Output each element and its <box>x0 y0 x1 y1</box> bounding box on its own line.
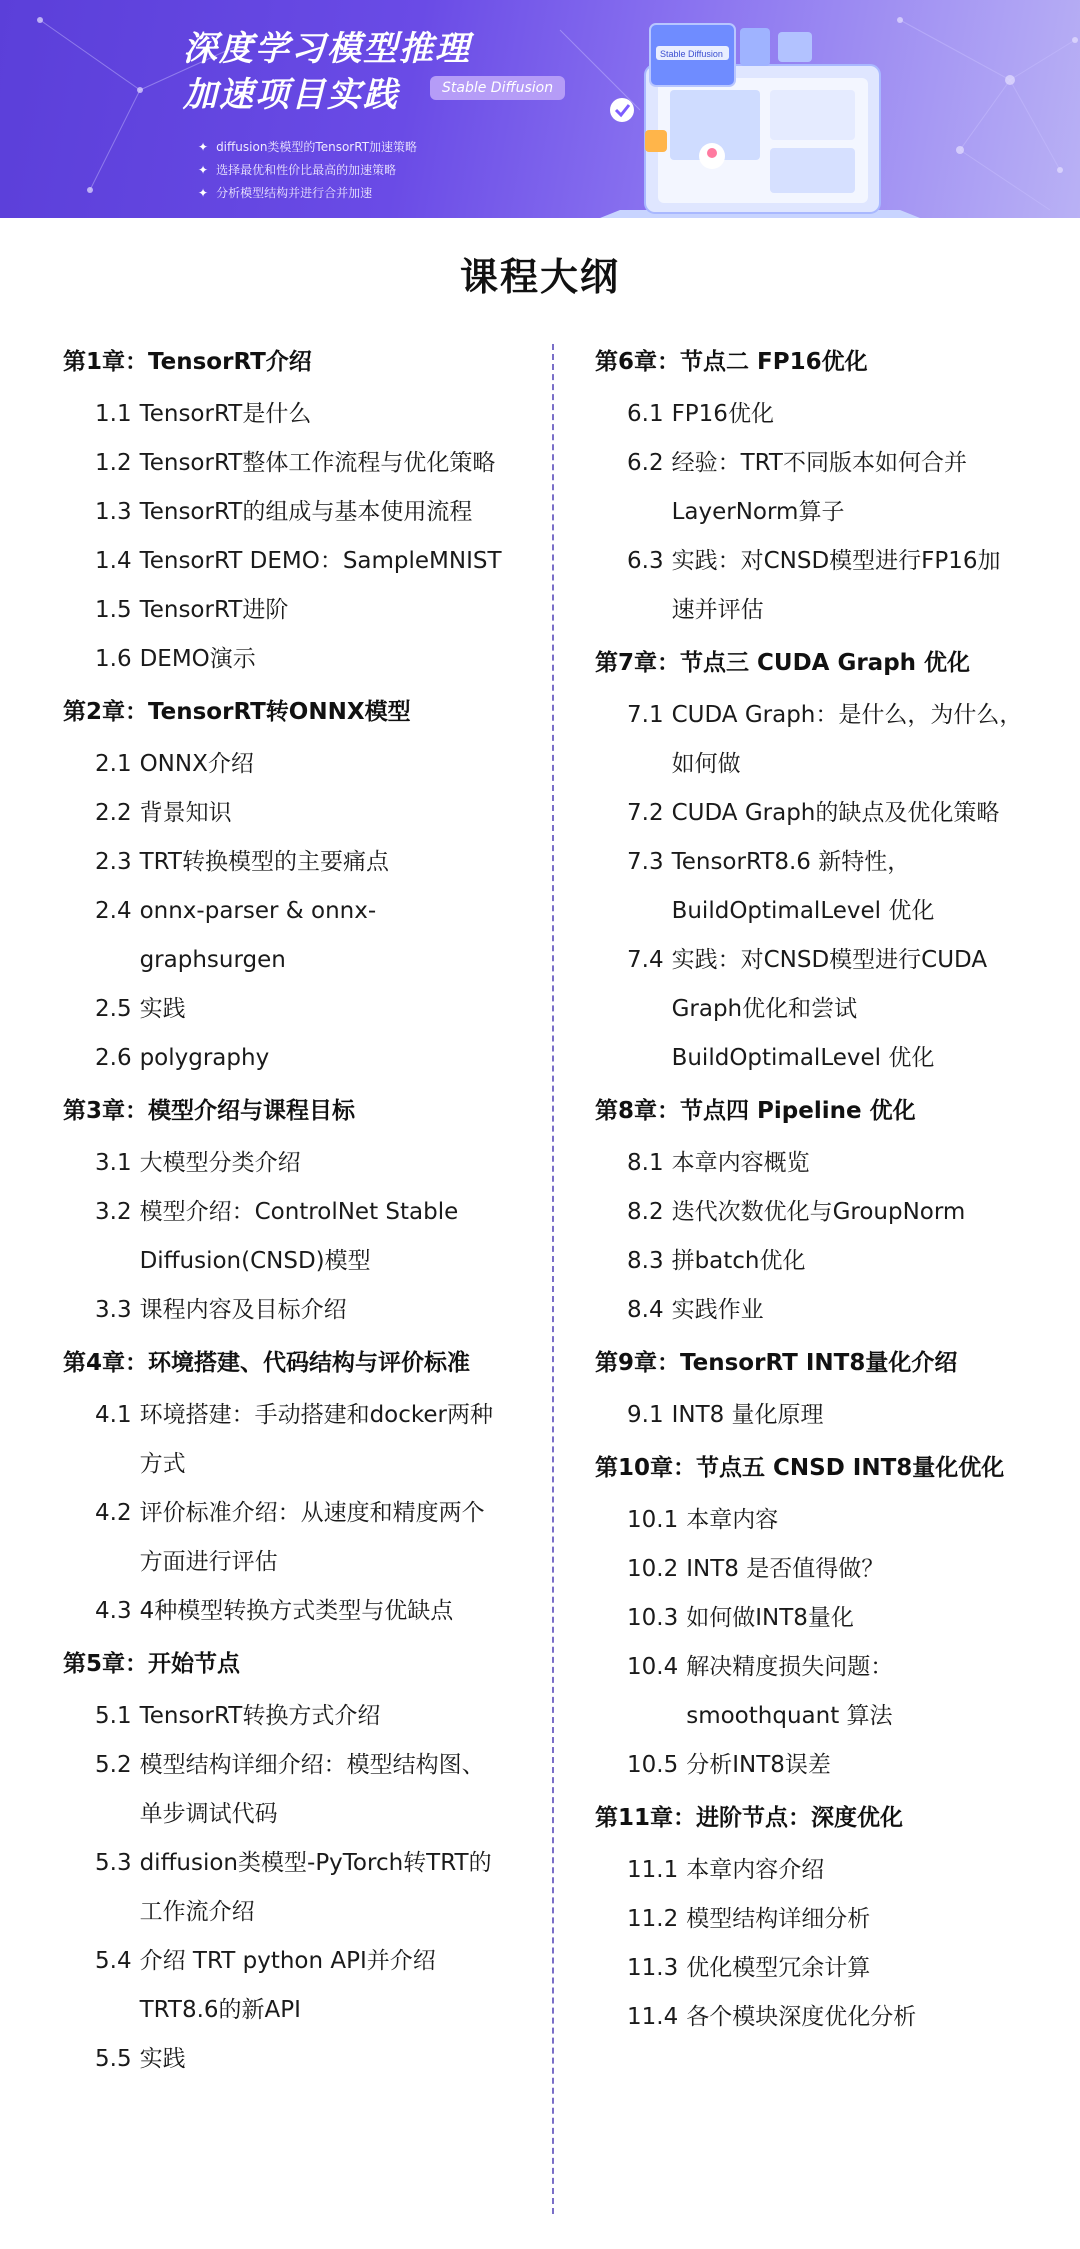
chapter-2-heading: 第2章：TensorRT转ONNX模型 <box>63 699 411 725</box>
laptop-illustration <box>600 10 930 218</box>
section-item: 7.3 TensorRT8.6 新特性， BuildOptimalLevel 优化 <box>627 849 935 924</box>
page-title: 课程大纲 <box>459 255 620 299</box>
chapter-6-heading: 第6章：节点二 FP16优化 <box>595 349 868 375</box>
section-item: 2.3 TRT转换模型的主要痛点 <box>95 849 389 875</box>
section-item: 5.4 介绍 TRT python API并介绍 TRT8.6的新API <box>95 1948 436 2023</box>
section-item: 3.3 课程内容及目标介绍 <box>95 1297 347 1323</box>
section-item: 6.1 FP16优化 <box>627 401 774 427</box>
section-item: 1.4 TensorRT DEMO：SampleMNIST <box>95 548 502 574</box>
section-item: 8.1 本章内容概览 <box>627 1150 810 1176</box>
chapter-3-heading: 第3章：模型介绍与课程目标 <box>63 1098 356 1124</box>
section-item: 1.2 TensorRT整体工作流程与优化策略 <box>95 450 496 476</box>
banner-bullet: ✦ 分析模型结构并进行合并加速 <box>198 182 417 205</box>
chapter-1-heading: 第1章：TensorRT介绍 <box>63 349 312 375</box>
section-item: 3.2 模型介绍：ControlNet Stable Diffusion(CNSD)模型 <box>95 1199 459 1274</box>
sparkle-icon: ✦ <box>198 186 209 200</box>
section-item: 5.2 模型结构详细介绍：模型结构图、 单步调试代码 <box>95 1752 485 1827</box>
chapter-5-heading: 第5章：开始节点 <box>63 1651 241 1677</box>
section-item: 2.6 polygraphy <box>95 1045 270 1071</box>
section-item: 9.1 INT8 量化原理 <box>627 1402 824 1428</box>
chapter-4-heading: 第4章：环境搭建、代码结构与评价标准 <box>63 1350 471 1376</box>
section-item: 8.2 迭代次数优化与GroupNorm <box>627 1199 966 1225</box>
banner-title <box>183 26 471 118</box>
section-item: 2.1 ONNX介绍 <box>95 751 254 777</box>
section-item: 5.5 实践 <box>95 2046 186 2072</box>
sparkle-icon: ✦ <box>198 163 209 177</box>
chapter-8-heading: 第8章：节点四 Pipeline 优化 <box>595 1098 916 1124</box>
section-item: 8.3 拼batch优化 <box>627 1248 806 1274</box>
chapter-9-heading: 第9章：TensorRT INT8量化介绍 <box>595 1350 958 1376</box>
section-item: 1.5 TensorRT进阶 <box>95 597 289 623</box>
course-banner <box>0 0 1080 218</box>
banner-tag: Stable Diffusion <box>430 76 565 100</box>
section-item: 11.1 本章内容介绍 <box>627 1857 825 1883</box>
outline-left-column <box>63 334 533 2084</box>
chapter-11-heading: 第11章：进阶节点：深度优化 <box>595 1805 904 1831</box>
banner-bullet: ✦ diffusion类模型的TensorRT加速策略 <box>198 136 417 159</box>
section-item: 11.4 各个模块深度优化分析 <box>627 2004 917 2030</box>
section-item: 1.1 TensorRT是什么 <box>95 401 312 427</box>
section-item: 6.2 经验：TRT不同版本如何合并 LayerNorm算子 <box>627 450 967 525</box>
section-item: 8.4 实践作业 <box>627 1297 764 1323</box>
banner-bullet-list <box>198 136 417 205</box>
section-item: 2.4 onnx-parser & onnx- graphsurgen <box>95 898 377 973</box>
section-item: 11.3 优化模型冗余计算 <box>627 1955 871 1981</box>
section-item: 5.3 diffusion类模型-PyTorch转TRT的 工作流介绍 <box>95 1850 492 1925</box>
outline-right-column <box>595 334 1045 2042</box>
screen-label: Stable Diffusion <box>660 49 723 59</box>
sparkle-icon: ✦ <box>198 140 209 154</box>
section-item: 2.5 实践 <box>95 996 186 1022</box>
section-item: 10.3 如何做INT8量化 <box>627 1605 854 1631</box>
section-item: 7.4 实践：对CNSD模型进行CUDA Graph优化和尝试 BuildOptimalLevel 优化 <box>627 947 988 1071</box>
banner-bullet: ✦ 选择最优和性价比最高的加速策略 <box>198 159 417 182</box>
banner-title-line2: 加速项目实践 <box>183 75 399 115</box>
section-item: 6.3 实践：对CNSD模型进行FP16加 速并评估 <box>627 548 1001 623</box>
section-item: 4.2 评价标准介绍：从速度和精度两个 方面进行评估 <box>95 1500 485 1575</box>
section-item: 4.3 4种模型转换方式类型与优缺点 <box>95 1598 454 1624</box>
section-item: 10.4 解决精度损失问题： smoothquant 算法 <box>627 1654 894 1729</box>
section-item: 5.1 TensorRT转换方式介绍 <box>95 1703 381 1729</box>
section-item: 10.2 INT8 是否值得做？ <box>627 1556 885 1582</box>
section-item: 4.1 环境搭建：手动搭建和docker两种 方式 <box>95 1402 494 1477</box>
section-item: 3.1 大模型分类介绍 <box>95 1150 301 1176</box>
section-item: 7.2 CUDA Graph的缺点及优化策略 <box>627 800 1000 826</box>
section-item: 7.1 CUDA Graph：是什么，为什么， 如何做 <box>627 702 1023 777</box>
section-item: 1.6 DEMO演示 <box>95 646 256 672</box>
chapter-7-heading: 第7章：节点三 CUDA Graph 优化 <box>595 650 971 676</box>
section-item: 10.1 本章内容 <box>627 1507 779 1533</box>
chapter-10-heading: 第10章：节点五 CNSD INT8量化优化 <box>595 1455 1005 1481</box>
section-item: 11.2 模型结构详细分析 <box>627 1906 871 1932</box>
section-item: 2.2 背景知识 <box>95 800 232 826</box>
column-divider <box>552 344 554 2214</box>
section-item: 10.5 分析INT8误差 <box>627 1752 831 1778</box>
section-item: 1.3 TensorRT的组成与基本使用流程 <box>95 499 473 525</box>
banner-title-line1: 深度学习模型推理 <box>183 29 471 69</box>
